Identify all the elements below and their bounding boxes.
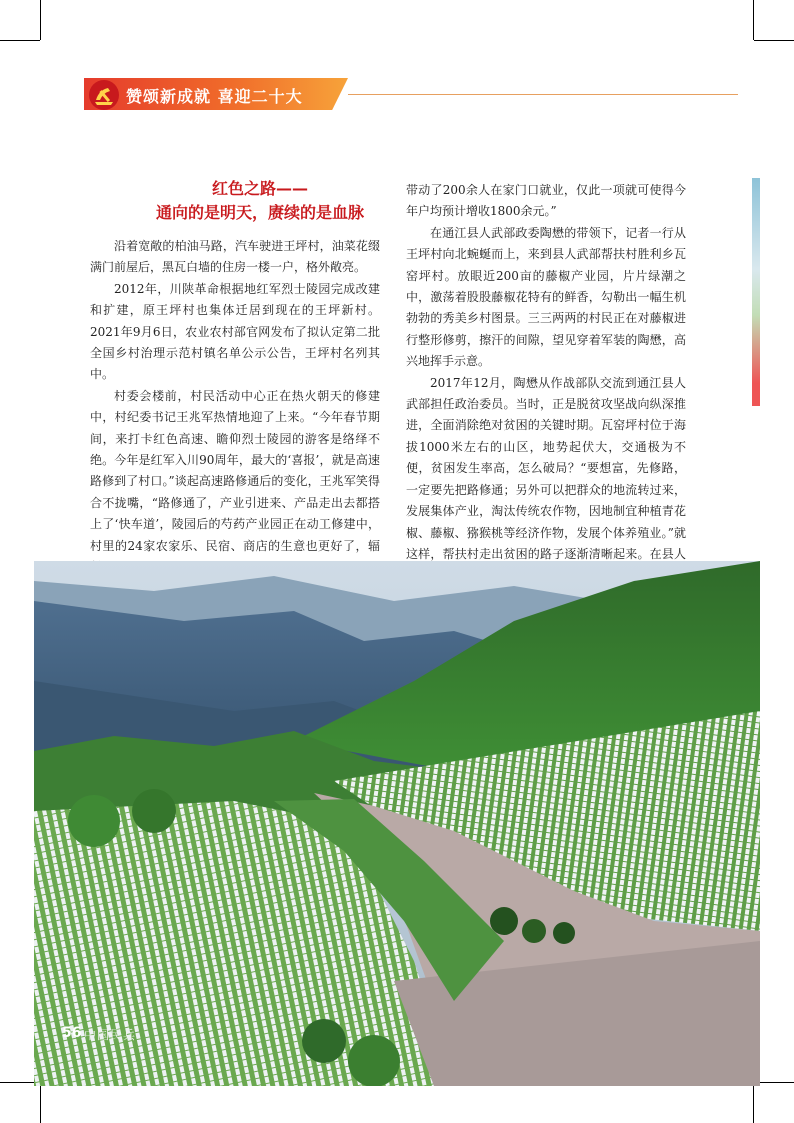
article-title-line2: 通向的是明天，赓续的是血脉 — [155, 203, 364, 222]
paragraph: 沿着宽敞的柏油马路，汽车驶进王坪村，油菜花缀满门前屋后，黑瓦白墙的住房一楼一户，格外敞亮。 — [90, 239, 380, 275]
page-number: 56 — [62, 1025, 82, 1041]
party-emblem-icon — [86, 78, 122, 112]
paragraph: 带动了200余人在家门口就业，仅此一项就可使得今年户均预计增收1800余元。” — [406, 183, 686, 219]
article-column-1 — [90, 236, 380, 579]
paragraph: 2017年12月，陶懋从作战部队交流到通江县人武部担任政治委员。当时，正是脱贫攻坚战向纵深推进，全面消除绝对贫困的关键时期。瓦窑坪村位于海拔1000米左右的山区，地势起伏大，交通极为不便，贫困发生率高，怎么破局？“要想富，先修路，一定要先把路修通；另外可以把群众的地流转过来，发展集体产业，淘汰传统农作物，因地制宜种植青花椒、藤椒、猕猴桃等经济作物，发展个体养殖业。”就这样，帮扶村走出贫困的路子逐渐清晰起来。在县人 — [406, 375, 686, 561]
crop-mark — [40, 0, 41, 40]
paragraph: 村委会楼前，村民活动中心正在热火朝天的修建中，村纪委书记王兆军热情地迎了上来。“今年春节期间，来打卡红色高速、瞻仰烈士陵园的游客是络绎不绝。今年是红军入川90周年，最大的‘喜报’，就是高速路修到了村口。”谈起高速路修通后的变化，王兆军笑得合不拢嘴，“路修通了，产业引进来、产品走出去都搭上了‘快车道’，陵园后的芍药产业园正在动工修建中，村里的24家农家乐、民宿、商店的生意也更好了，辐 — [90, 388, 380, 553]
crop-mark — [0, 40, 40, 41]
side-image-strip — [752, 178, 760, 406]
paragraph: 2012年，川陕革命根据地红军烈士陵园完成改建和扩建，原王坪村也集体迁居到现在的王坪新村。2021年9月6日，农业农村部官网发布了拟认定第二批全国乡村治理示范村镇名单公示公告，王坪村名列其中。 — [90, 281, 380, 382]
crop-mark — [753, 0, 754, 40]
article-column-2 — [406, 180, 686, 587]
crop-mark — [753, 1083, 754, 1123]
photo-illustration — [34, 561, 760, 1086]
crop-mark — [754, 1082, 794, 1083]
paragraph: 在通江县人武部政委陶懋的带领下，记者一行从王坪村向北蜿蜒而上，来到县人武部帮扶村胜利乡瓦窑坪村。放眼近200亩的藤椒产业园，片片绿潮之中，激荡着股股藤椒花特有的鲜香，勾勒出一幅生机勃勃的秀美乡村图景。三三两两的村民正在对藤椒进行整形修剪，擦汗的间隙，望见穿着军装的陶懋，高兴地挥手示意。 — [406, 225, 686, 369]
article-title-line1: 红色之路—— — [211, 179, 308, 198]
cemetery-aerial-photo — [34, 561, 760, 1086]
header-rule — [348, 94, 738, 95]
section-label: 赞颂新成就 喜迎二十大 — [126, 87, 303, 106]
magazine-name: 中国民兵 — [84, 1028, 137, 1042]
crop-mark — [754, 40, 794, 41]
crop-mark — [40, 1083, 41, 1123]
